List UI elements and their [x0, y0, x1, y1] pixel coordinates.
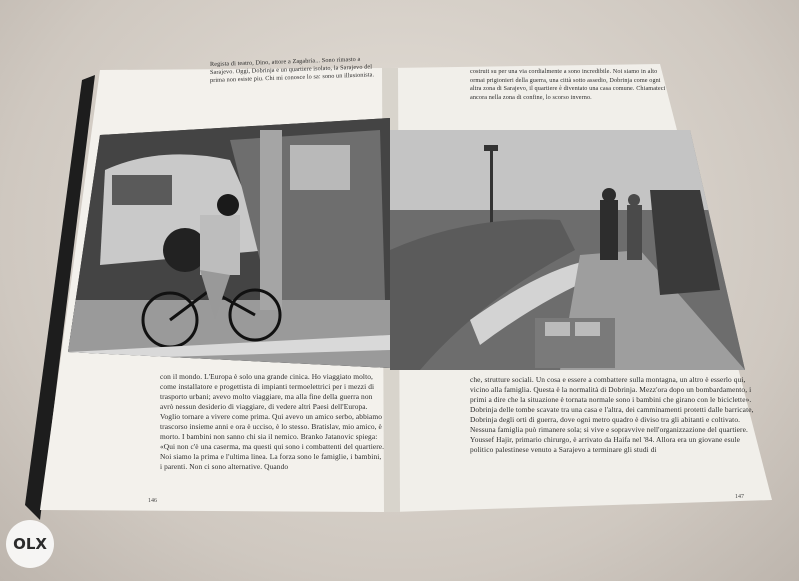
right-page-number: 147: [735, 494, 744, 500]
left-bottom-text: con il mondo. L'Europa è solo una grande cinica. Ho viaggiato molto, come installatore e progettista di impianti termoelettrici per i mezzi di trasporto urbani; avevo molto viaggiare, ma alla fine della guerra non avrò nessun desiderio di viaggiare, di vedere altri Paesi dell'Europa. Voglio tornare a vivere come prima. Qui avevo un amico serbo, abbiamo trascorso insieme anni e ora è ucciso, è lo stesso. Bratislav, mio amico, è morto. I bambini non sanno chi sia il nemico. Branko Jatanovic spiega: «Qui non c'è una caserma, ma questi qui sono i combattenti del quartiere. Noi siamo la prima e l'ultima linea. La forza sono le famiglie, i bambini, i parenti. Non ci sono alternative. Quando: [160, 372, 385, 471]
olx-watermark: [6, 520, 54, 568]
left-top-text: Regista di teatro, Dino, attore a Zagabria... Sono rimasto a Sarajevo. Oggi, Dobrinja e un quartiere isolato, la Sarajevo del prima non esiste piu. Chi mi conosce lo sa: sono un illusionista.: [210, 55, 375, 85]
right-top-text: costruit su per una via cordialmente a sono incredibile. Noi siamo in alto ormai prigionieri della guerra, una città sotto assedio, Dobrinja come ogni altra zona di Sarajevo, il quartiere è diventato una casa comune. Chiamateci ancora nella zona di confine, lo scorso inverno.: [470, 68, 666, 101]
right-bottom-text: che, strutture sociali. Un cosa e essere a combattere sulla montagna, un altro è esserlo qui, vicino alla famiglia. Questa è la normalità di Dobrinja. Mezz'ora dopo un bombardamento, i primi a dire che la situazione è tornata normale sono i bambini che girano con le biciclette». Dobrinja delle tombe scavate tra una casa e l'altra, dei camminamenti protetti dalle barricate, Dobrinja degli orti di guerra, dove ogni metro quadro è diviso tra gli abitanti e coltivato. Nessuna famiglia può rimanere sola; si vive e sopravvive nell'organizzazione del quartiere. Youssef Hajir, primario chirurgo, è arrivato da Haifa nel '84. Allora era un giovane esule politico palestinese venuto a Sarajevo a terminare gli studi di: [470, 375, 754, 454]
olx-watermark-text: OLX: [13, 535, 47, 553]
left-page-number: 146: [148, 498, 157, 504]
